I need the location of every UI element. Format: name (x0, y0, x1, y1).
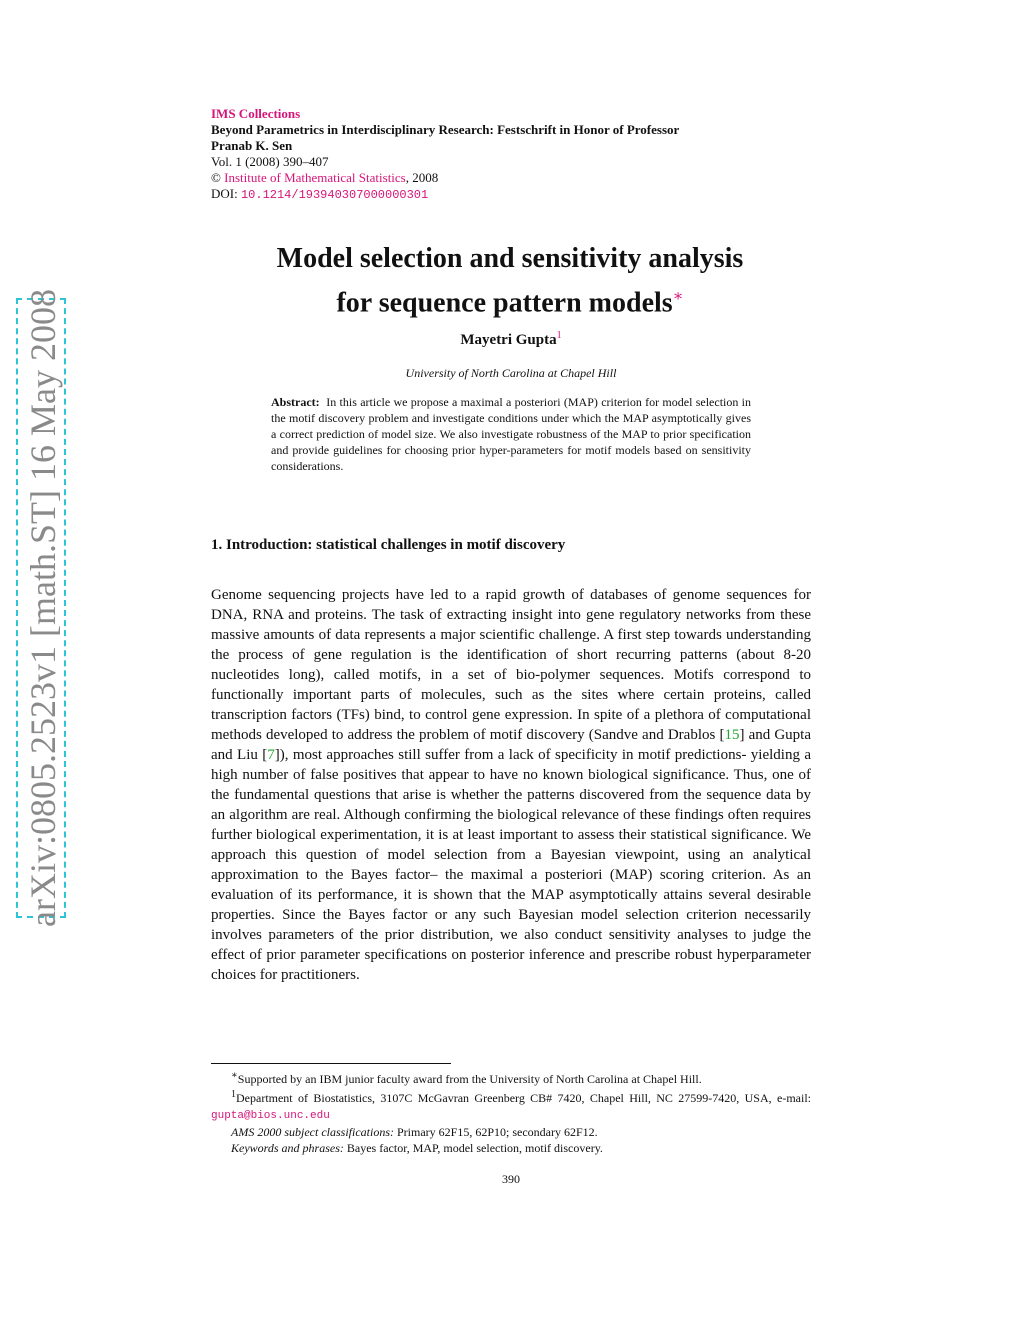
author-name: Mayetri Gupta (460, 332, 557, 348)
author-footnote-mark[interactable]: 1 (556, 330, 562, 341)
abstract-text: In this article we propose a maximal a posteriori (MAP) criterion for model selection in the motif discovery problem and investigate conditions under which the MAP asymptotically gives a correct prediction of model size. We also investigate robustness of the MAP to prior specification and provide guidelines for choosing prior hyper-parameters for motif models based on sensitivity considerations. (271, 395, 752, 473)
affiliation: University of North Carolina at Chapel Hill (405, 366, 617, 380)
abstract (271, 394, 751, 474)
doi-line (211, 186, 811, 203)
citation-link[interactable]: 7 (267, 747, 275, 763)
title-line2: for sequence pattern models∗ (336, 287, 684, 319)
section-heading: 1. Introduction: statistical challenges in motif discovery (211, 537, 566, 553)
footnotes (211, 1068, 811, 1156)
title-line1: Model selection and sensitivity analysis (276, 243, 744, 274)
footnote-divider (211, 1063, 451, 1064)
email-link[interactable]: gupta@bios.unc.edu (211, 1110, 330, 1122)
volume-info: Vol. 1 (2008) 390–407 (211, 154, 329, 169)
publication-header (211, 106, 811, 203)
ams-classification: AMS 2000 subject classifications: Primary 62F15, 62P10; secondary 62F12. (231, 1125, 598, 1139)
footnote-affiliation: $^1$Department of Biostatistics, 3107C McGavran Greenberg CB# 7420, Chapel Hill, NC 27599-7420, USA, e-mail: gupta@bios.unc.edu (211, 1089, 811, 1122)
body-paragraph: Genome sequencing projects have led to a rapid growth of databases of genome sequences for DNA, RNA and proteins. The task of extracting insight into gene regulatory networks from these massive amounts of data represents a major scientific challenge. A first step towards understanding the process of gene regulation is the identification of short recurring patterns (about 8-20 nucleotides long), called motifs, in a set of bio-polymer sequences. Motifs correspond to functionally important parts of molecules, such as the sites where certain proteins, called transcription factors (TFs) bind, to control gene expression. In spite of a plethora of computational methods developed to address the problem of motif discovery (Sandve and Drablos [15] and Gupta and Liu [7]), most approaches still suffer from a lack of specificity in motif predictions- yielding a high number of false positives that appear to have no known biological significance. Thus, one of the fundamental questions that arise is whether the patterns discovered from the sequence data by an algorithm are real. Although confirming the biological relevance of these findings often requires further biological experimentation, it is at least important to assess their statistical significance. We approach this question of model selection from a Bayesian viewpoint, using an analytical approximation to the Bayes factor– the maximal a posteriori (MAP) scoring criterion. As an evaluation of its performance, it is shown that the MAP asymptotically attains several desirable properties. Since the Bayes factor or any such Bayesian model selection criterion necessarily involves parameters of the prior distribution, we also conduct sensitivity analyses to judge the effect of prior parameter specifications on posterior inference and prescribe robust hyperparameter choices for practitioners. (211, 587, 812, 983)
copyright-line (211, 170, 811, 186)
keywords: Keywords and phrases: Bayes factor, MAP, model selection, motif discovery. (231, 1141, 603, 1155)
doi-link[interactable]: 10.1214/193940307000000301 (240, 188, 429, 202)
footnote-funding: ∗Supported by an IBM junior faculty award from the University of North Carolina at Chapel Hill. (231, 1070, 702, 1086)
copyright-year: , 2008 (405, 170, 439, 185)
publisher-link[interactable]: Institute of Mathematical Statistics (224, 170, 406, 185)
paper-title (180, 240, 840, 322)
book-title-line2: Pranab K. Sen (211, 138, 293, 153)
abstract-label: Abstract: (271, 395, 320, 409)
author (211, 330, 811, 349)
citation-link[interactable]: 15 (724, 727, 740, 743)
book-title-line1: Beyond Parametrics in Interdisciplinary Research: Festschrift in Honor of Professor (211, 122, 680, 137)
title-footnote-mark[interactable]: ∗ (672, 288, 684, 305)
arxiv-identifier: arXiv:0805.2523v1 [math.ST] 16 May 2008 (23, 289, 63, 927)
copyright-symbol: © (211, 170, 221, 185)
doi-label: DOI: (211, 186, 241, 201)
page-number: 390 (502, 1172, 520, 1186)
series-name[interactable]: IMS Collections (211, 106, 301, 121)
